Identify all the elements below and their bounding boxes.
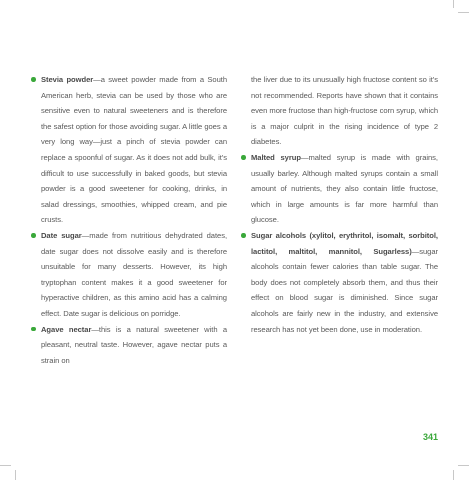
bullet-icon [31,77,36,82]
agave-continuation [241,72,438,150]
left-column [31,72,227,368]
sweetener-entry-stevia [31,72,227,228]
entry-term: Stevia powder [41,75,94,84]
entry-text: —malted syrup is made with grains, usually barley. Although malted syrups contain a small amount of nutrients, they also contain little fructose, which in large amounts is far more harmful than glucose. [251,152,438,225]
entry-text: —made from nutritious dehydrated dates, date sugar does not dissolve easily and is therefore unsuitable for many desserts. However, its high tryptophan content makes it a good sweetener for hyperactive children, as this amino acid has a calming effect. Date sugar is delicious on porridge. [41,230,228,318]
crop-mark-bottom-left-vertical [15,470,16,480]
bullet-icon [31,327,36,332]
entry-term: Malted syrup [251,152,301,162]
bullet-icon [31,233,36,238]
entry-term: Sugar alcohols (xylitol, erythritol, isomalt, sorbitol, lactitol, maltitol, mannitol, Sugarless) [251,230,438,256]
entry-term: Agave nectar [41,324,92,334]
sweetener-entry-date-sugar [31,228,227,322]
crop-mark-bottom-right-vertical [453,470,454,480]
entry-text: —sugar alcohols contain fewer calories than table sugar. The body does not completely absorb them, and thus their effect on blood sugar is diminished. Since sugar alcohols are fairly new in the industry, and extensive research has not yet been done, use in moderation. [251,246,438,334]
bullet-icon [241,155,246,160]
crop-mark-bottom-right-horizontal [458,465,469,466]
right-column [241,72,438,337]
crop-mark-top-right-horizontal [458,12,469,13]
crop-mark-bottom-left-horizontal [0,465,11,466]
sweetener-entry-malted-syrup [241,150,438,228]
entry-text: the liver due to its unusually high fructose content so it's not recommended. Reports have shown that it contains even more fructose than high-fructose corn syrup, which is a major culprit in the rising incidence of type 2 diabetes. [251,75,438,147]
bullet-icon [241,233,246,238]
sweetener-entry-agave [31,322,227,369]
page-number: 341 [423,432,439,442]
entry-text: —this is a natural sweetener with a pleasant, neutral taste. However, agave nectar puts a strain on [41,324,227,365]
crop-mark-top-right-vertical [453,0,454,8]
sweetener-entry-sugar-alcohols [241,228,438,337]
entry-text: —a sweet powder made from a South American herb, stevia can be used by those who are sensitive even to natural sweeteners and is therefore the safest option for those avoiding sugar. A little goes a very long way—just a pinch of stevia powder can replace a spoonful of sugar. As it does not add bulk, it's difficult to use successfully in baked goods, but stevia powder is a good sweetener for cooking, drinks, in salad dressings, smoothies, whipped cream, and pie crusts. [41,75,227,225]
entry-term: Date sugar [41,230,82,240]
